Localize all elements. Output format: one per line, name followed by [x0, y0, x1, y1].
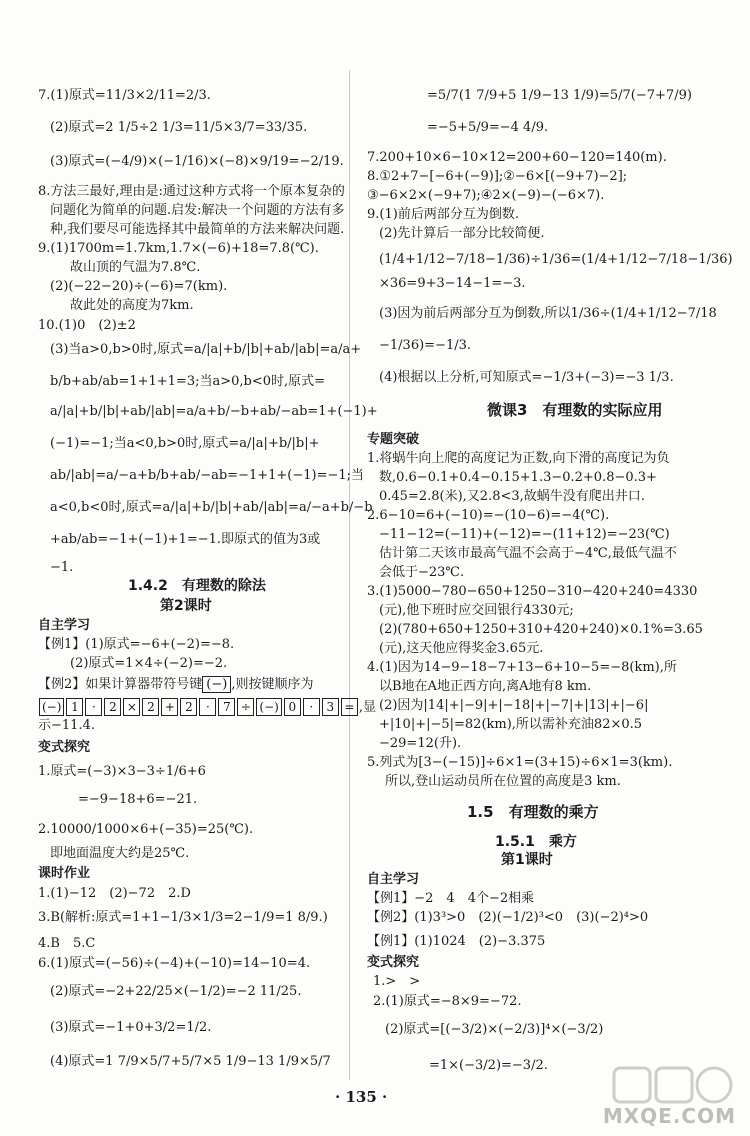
answer-line: 估计第二天该市最高气温不会高于−4℃,最低气温不	[379, 546, 677, 561]
answer-line: =5/7(1 7/9+5 1/9−13 1/9)=5/7(−7+7/9)	[427, 88, 692, 103]
calculator-key: =	[341, 698, 358, 716]
answer-line: 【例1】(1)1024 (2)−3.375	[367, 934, 546, 949]
answer-line: (3)当a>0,b>0时,原式=a/|a|+b/|b|+ab/|ab|=a/a+	[50, 342, 362, 357]
answer-line: (3)原式=(−4/9)×(−1/16)×(−8)×9/19=−2/19.	[50, 154, 344, 169]
answer-line: −1/36)=−1/3.	[379, 338, 471, 353]
lesson-title: 第1课时	[501, 852, 553, 868]
answer-line: 示−11.4.	[38, 718, 95, 733]
sign-key: (−)	[202, 676, 231, 693]
calculator-key: 0	[284, 698, 301, 716]
answer-line: ③−6×2×(−9+7);④2×(−9)−(−6×7).	[367, 188, 605, 203]
answer-line: (2)(780+650+1250+310+420+240)×0.1%=3.65	[379, 622, 703, 637]
answer-line: (2)原式=−2+22/25×(−1/2)=−2 11/25.	[50, 984, 302, 999]
watermark-text: MXQE.COM	[602, 1104, 736, 1128]
answer-line: +|10|+|−5|=82(km),所以需补充油82×0.5	[379, 717, 643, 732]
answer-line: 1.(1)−12 (2)−72 2.D	[38, 886, 191, 901]
answer-line: =−9−18+6=−21.	[78, 792, 198, 807]
answer-line: 2.6−10=6+(−10)=−(10−6)=−4(℃).	[367, 508, 610, 523]
answer-line: 3.(1)5000−780−650+1250−310−420+240=4330	[367, 584, 698, 599]
answer-line: (2)因为|14|+|−9|+|−18|+|−7|+|13|+|−6|	[379, 698, 649, 713]
answer-line: 4.(1)因为14−9−18−7+13−6+10−5=−8(km),所	[367, 660, 677, 675]
answer-line: 4.B 5.C	[38, 936, 96, 951]
answer-line: (2)先计算后一部分比较简便.	[379, 226, 545, 241]
calculator-key: ×	[123, 698, 140, 716]
answer-line: 6.(1)原式=(−56)÷(−4)+(−10)=14−10=4.	[38, 956, 311, 971]
answer-line: =−5+5/9=−4 4/9.	[427, 120, 549, 135]
answer-line: 5.列式为[3−(−15)]÷6×1=(3+15)÷6×1=3(km).	[367, 755, 673, 770]
answer-line: 0.45=2.8(米),又2.8<3,故蜗牛没有爬出井口.	[379, 489, 645, 504]
page-number: · 135 ·	[335, 1088, 388, 1106]
section-label: 专题突破	[367, 432, 420, 447]
answer-line: 【例2】(1)3³>0 (2)(−1/2)³<0 (3)(−2)⁴>0	[367, 910, 649, 925]
answer-line: 9.(1)前后两部分互为倒数.	[367, 207, 519, 222]
answer-line: ab/|ab|=a/−a+b/b+ab/−ab=−1+1+(−1)=−1;当	[50, 468, 365, 483]
calculator-key: 2	[180, 698, 197, 716]
answer-line: 2.(1)原式=−8×9=−72.	[373, 994, 522, 1009]
answer-line: 9.(1)1700m=1.7km,1.7×(−6)+18=7.8(℃).	[38, 241, 319, 256]
answer-line: ×36=9+3−14−1=−3.	[379, 276, 526, 291]
answer-line: 【例1】(1)原式=−6+(−2)=−8.	[38, 637, 235, 652]
answer-line: (2)原式=[(−3/2)×(−2/3)]⁴×(−3/2)	[385, 1022, 604, 1037]
section-label: 自主学习	[38, 618, 91, 633]
answer-line: (4)原式=1 7/9×5/7+5/7×5 1/9−13 1/9×5/7	[50, 1054, 331, 1069]
calculator-key: (−)	[39, 698, 64, 716]
section-label: 变式探究	[38, 740, 91, 755]
calculator-key: 7	[218, 698, 235, 716]
answer-line: −29=12(升).	[379, 736, 462, 751]
answer-line: −11−12=(−11)+(−12)=−(11+12)=−23(℃)	[379, 527, 670, 542]
calculator-key: 2	[104, 698, 121, 716]
answer-line: (2)原式=1×4÷(−2)=−2.	[70, 656, 228, 671]
answer-line: =1×(−3/2)=−3/2.	[429, 1058, 548, 1073]
answer-line: 【例1】−2 4 4个−2相乘	[367, 891, 535, 906]
calculator-key: 2	[142, 698, 159, 716]
answer-line: b/b+ab/ab=1+1+1=3;当a>0,b<0时,原式=	[50, 374, 326, 389]
section-title: 1.4.2 有理数的除法	[128, 578, 266, 594]
calculator-key: ·	[85, 698, 102, 716]
answer-line: −1.	[50, 560, 74, 575]
answer-line: (3)因为前后两部分互为倒数,所以1/36÷(1/4+1/12−7/18	[379, 306, 717, 321]
answer-line: (2)(−22−20)÷(−6)=7(km).	[50, 279, 228, 294]
section-label: 变式探究	[367, 955, 420, 970]
answer-line: (3)原式=−1+0+3/2=1/2.	[50, 1020, 212, 1035]
answer-line: (4)根据以上分析,可知原式=−1/3+(−3)=−3 1/3.	[379, 370, 674, 385]
answer-line: 7.200+10×6−10×12=200+60−120=140(m).	[367, 150, 667, 165]
answer-line: (元),这天他应得奖金3.65元.	[379, 641, 544, 656]
example-mid: ,则按键顺序为	[231, 677, 314, 692]
answer-line: (−1)=−1;当a<0,b>0时,原式=a/|a|+b/|b|+	[50, 436, 320, 451]
calculator-key: 3	[322, 698, 339, 716]
answer-line: 会低于−23℃.	[379, 565, 465, 580]
answer-line: 种,我们要尽可能选择其中最简单的方法来解决问题.	[50, 222, 345, 237]
answer-line: 问题化为简单的问题.启发:解决一个问题的方法有多	[50, 203, 345, 218]
answer-line: (1/4+1/12−7/18−1/36)÷1/36=(1/4+1/12−7/18−1/36)	[379, 252, 733, 267]
answer-line: (2)原式=2 1/5÷2 1/3=11/5×3/7=33/35.	[50, 120, 308, 135]
calculator-key-sequence	[38, 696, 376, 716]
calculator-key: ÷	[237, 698, 254, 716]
answer-line: +ab/ab=−1+(−1)+1=−1.即原式的值为3或	[50, 532, 321, 547]
calculator-key: (−)	[256, 698, 281, 716]
answer-line: 8.方法三最好,理由是:通过这种方式将一个原本复杂的	[38, 184, 345, 199]
answer-line	[38, 676, 313, 693]
answer-line: 7.(1)原式=11/3×2/11=2/3.	[38, 88, 211, 103]
calculator-key: ·	[199, 698, 216, 716]
section-title: 微课3 有理数的实际应用	[487, 401, 663, 419]
example-tail: ,显	[358, 700, 376, 715]
answer-line: 以B地在A地正西方向,离A地有8 km.	[379, 679, 592, 694]
answer-line: (元),他下班时应交回银行4330元;	[379, 603, 574, 618]
lesson-title: 第2课时	[160, 598, 212, 614]
answer-line: 1.原式=(−3)×3−3÷1/6+6	[38, 764, 206, 779]
answer-line: 数,0.6−0.1+0.4−0.15+1.3−0.2+0.8−0.3+	[379, 470, 657, 485]
calculator-key: ·	[303, 698, 320, 716]
answer-line: 所以,登山运动员所在位置的高度是3 km.	[385, 774, 621, 789]
answer-line: 故此处的高度为7km.	[70, 298, 194, 313]
section-title: 1.5 有理数的乘方	[467, 803, 599, 821]
example-intro: 【例2】如果计算器带符号键	[38, 677, 203, 692]
answer-line: 2.10000/1000×6+(−35)=25(℃).	[38, 822, 254, 837]
calculator-key: +	[161, 698, 178, 716]
answer-line: 1.将蜗牛向上爬的高度记为正数,向下滑的高度记为负	[367, 451, 670, 466]
section-label: 自主学习	[367, 872, 420, 887]
answer-line: 3.B(解析:原式=1+1−1/3×1/3=2−1/9=1 8/9.)	[38, 910, 328, 925]
answer-line: 即地面温度大约是25℃.	[50, 846, 190, 861]
calculator-key: 1	[66, 698, 83, 716]
answer-line: a<0,b<0时,原式=a/|a|+b/|b|+ab/|ab|=a/−a+b/−b	[50, 500, 373, 515]
answer-line: 10.(1)0 (2)±2	[38, 318, 136, 333]
section-label: 课时作业	[38, 866, 91, 881]
answer-line: 1.> >	[373, 974, 421, 989]
subsection-title: 1.5.1 乘方	[495, 834, 577, 850]
column-divider	[349, 70, 350, 1080]
answer-line: 8.①2+7−[−6+(−9)];②−6×[(−9+7)−2];	[367, 169, 628, 184]
answer-line: a/|a|+b/|b|+ab/|ab|=a/a+b/−b+ab/−ab=1+(−1)+	[50, 404, 378, 419]
answer-line: 故山顶的气温为7.8℃.	[70, 260, 201, 275]
